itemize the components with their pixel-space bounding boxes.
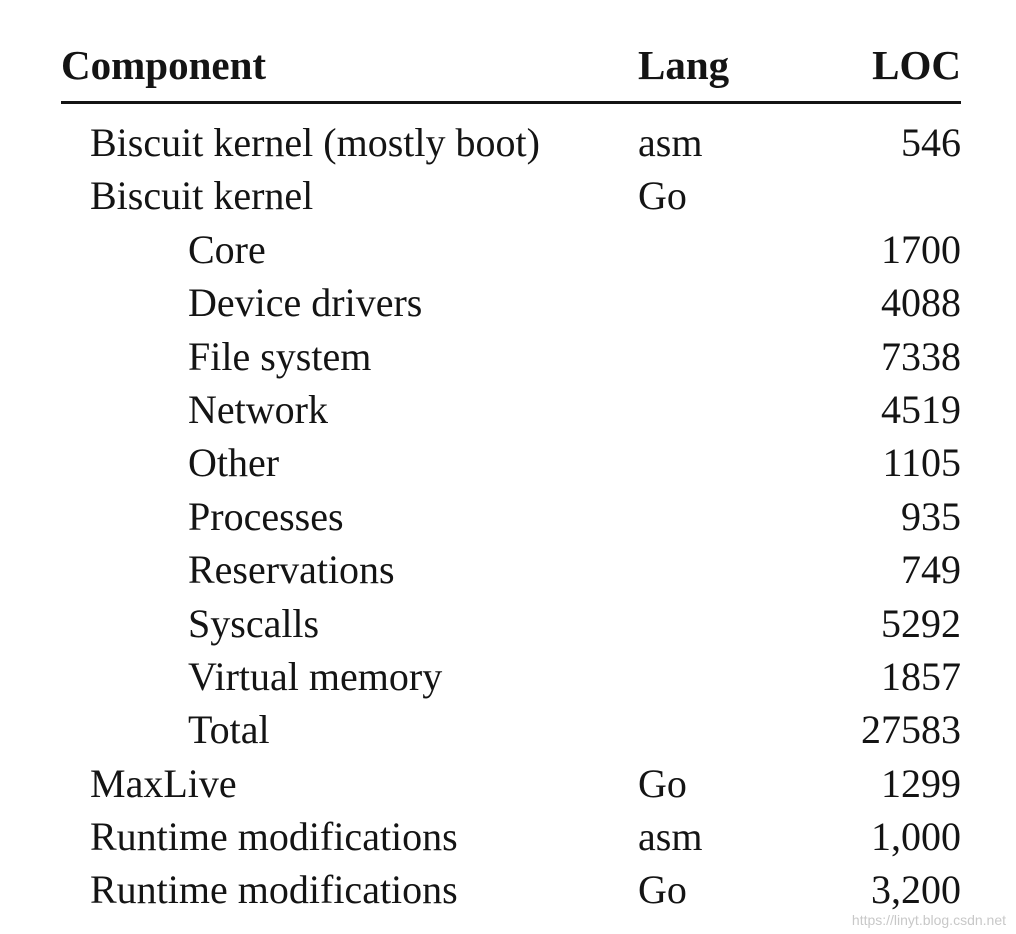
cell-loc: 1299	[881, 760, 961, 806]
cell-loc: 1,000	[871, 814, 961, 860]
loc-table	[61, 0, 961, 934]
table-row	[61, 436, 961, 489]
cell-component: Network	[188, 386, 328, 432]
cell-lang: Go	[638, 173, 687, 219]
cell-component: Biscuit kernel (mostly boot)	[90, 120, 540, 165]
cell-loc: 1857	[881, 653, 961, 699]
watermark: https://linyt.blog.csdn.net	[851, 912, 1006, 928]
cell-component: Runtime modifications	[90, 867, 458, 913]
cell-loc: 749	[901, 547, 961, 593]
cell-loc: 1700	[881, 226, 961, 272]
cell-component: Biscuit kernel	[90, 173, 314, 219]
table-row	[61, 810, 961, 863]
header-lang: Lang	[638, 42, 730, 88]
cell-loc: 7338	[881, 333, 961, 379]
cell-lang: asm	[638, 814, 703, 860]
table-row	[61, 863, 961, 916]
header-loc: LOC	[872, 42, 961, 88]
cell-component: Other	[188, 440, 280, 486]
cell-loc: 5292	[881, 600, 961, 646]
cell-lang: Go	[638, 760, 687, 806]
cell-loc: 3,200	[871, 867, 961, 913]
table-row	[61, 757, 961, 810]
table-row	[61, 330, 961, 383]
table-row	[61, 543, 961, 596]
cell-component: Core	[188, 226, 266, 272]
cell-component: MaxLive	[90, 760, 237, 806]
cell-lang: asm	[638, 120, 703, 165]
table-header	[61, 40, 961, 90]
cell-component: Processes	[188, 493, 344, 539]
table-row	[61, 276, 961, 329]
table-row	[61, 223, 961, 276]
cell-loc: 935	[901, 493, 961, 539]
header-component: Component	[61, 42, 267, 88]
table-row	[61, 703, 961, 756]
header-rule	[61, 101, 961, 104]
cell-component: Total	[188, 707, 270, 753]
cell-component: Virtual memory	[188, 653, 443, 699]
table-row	[61, 383, 961, 436]
cell-loc: 546	[901, 120, 961, 165]
table-row	[61, 490, 961, 543]
cell-loc: 4519	[881, 386, 961, 432]
table-row	[61, 116, 961, 169]
cell-component: Device drivers	[188, 280, 423, 326]
table-row	[61, 169, 961, 222]
cell-component: Syscalls	[188, 600, 320, 646]
cell-loc: 27583	[861, 707, 961, 753]
table-row	[61, 650, 961, 703]
cell-component: Reservations	[188, 547, 395, 593]
cell-loc: 4088	[881, 280, 961, 326]
cell-loc: 1105	[882, 440, 961, 486]
table-row	[61, 597, 961, 650]
table-body	[61, 116, 961, 917]
cell-component: File system	[188, 333, 372, 379]
cell-lang: Go	[638, 867, 687, 913]
cell-component: Runtime modifications	[90, 814, 458, 860]
